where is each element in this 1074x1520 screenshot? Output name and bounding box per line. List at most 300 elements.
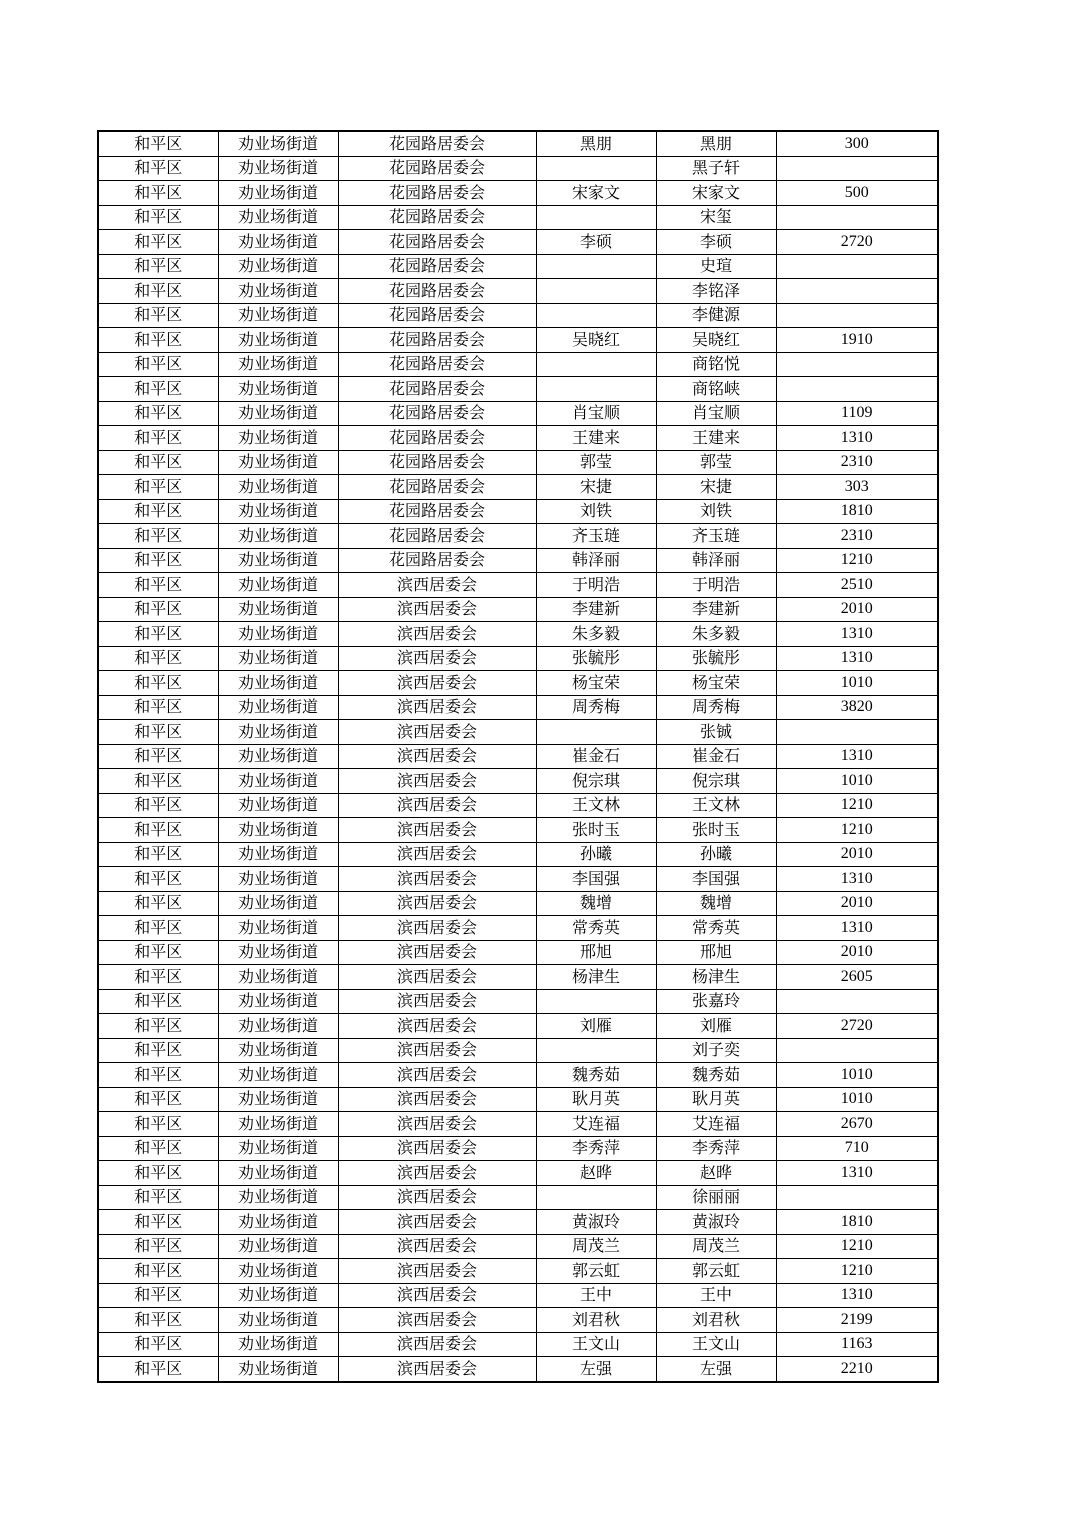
member-cell: 杨宝荣 (656, 671, 776, 696)
street-cell: 劝业场街道 (218, 720, 338, 745)
street-cell: 劝业场街道 (218, 548, 338, 573)
member-cell: 肖宝顺 (656, 401, 776, 426)
member-cell: 周秀梅 (656, 695, 776, 720)
district-cell: 和平区 (98, 1063, 218, 1088)
district-cell: 和平区 (98, 1161, 218, 1186)
amount-cell: 2720 (776, 1014, 938, 1039)
amount-cell: 2310 (776, 524, 938, 549)
applicant-cell: 耿月英 (536, 1087, 656, 1112)
district-cell: 和平区 (98, 156, 218, 181)
table-row (98, 426, 938, 451)
district-cell: 和平区 (98, 328, 218, 353)
street-cell: 劝业场街道 (218, 1185, 338, 1210)
street-cell: 劝业场街道 (218, 867, 338, 892)
amount-cell: 500 (776, 181, 938, 206)
amount-cell (776, 352, 938, 377)
member-cell: 李健源 (656, 303, 776, 328)
member-cell: 张铖 (656, 720, 776, 745)
committee-cell: 滨西居委会 (338, 916, 536, 941)
street-cell: 劝业场街道 (218, 1038, 338, 1063)
committee-cell: 滨西居委会 (338, 1063, 536, 1088)
applicant-cell: 吴晓红 (536, 328, 656, 353)
member-cell: 黑子轩 (656, 156, 776, 181)
applicant-cell: 郭云虹 (536, 1259, 656, 1284)
district-cell: 和平区 (98, 744, 218, 769)
amount-cell: 2670 (776, 1112, 938, 1137)
amount-cell: 1163 (776, 1332, 938, 1357)
applicant-cell: 李国强 (536, 867, 656, 892)
committee-cell: 滨西居委会 (338, 1038, 536, 1063)
table-row (98, 1185, 938, 1210)
district-cell: 和平区 (98, 769, 218, 794)
committee-cell: 滨西居委会 (338, 646, 536, 671)
street-cell: 劝业场街道 (218, 230, 338, 255)
amount-cell: 1210 (776, 818, 938, 843)
street-cell: 劝业场街道 (218, 1063, 338, 1088)
street-cell: 劝业场街道 (218, 156, 338, 181)
committee-cell: 花园路居委会 (338, 303, 536, 328)
amount-cell: 2010 (776, 940, 938, 965)
member-cell: 孙曦 (656, 842, 776, 867)
district-cell: 和平区 (98, 401, 218, 426)
committee-cell: 滨西居委会 (338, 1210, 536, 1235)
applicant-cell (536, 1038, 656, 1063)
committee-cell: 滨西居委会 (338, 1087, 536, 1112)
applicant-cell: 刘铁 (536, 499, 656, 524)
committee-cell: 花园路居委会 (338, 254, 536, 279)
table-row (98, 303, 938, 328)
committee-cell: 滨西居委会 (338, 1161, 536, 1186)
applicant-cell: 杨津生 (536, 965, 656, 990)
member-cell: 郭莹 (656, 450, 776, 475)
applicant-cell: 魏增 (536, 891, 656, 916)
amount-cell: 1210 (776, 793, 938, 818)
district-cell: 和平区 (98, 1185, 218, 1210)
member-cell: 商铭峡 (656, 377, 776, 402)
district-cell: 和平区 (98, 793, 218, 818)
committee-cell: 滨西居委会 (338, 1136, 536, 1161)
amount-cell: 303 (776, 475, 938, 500)
district-cell: 和平区 (98, 524, 218, 549)
committee-cell: 花园路居委会 (338, 352, 536, 377)
member-cell: 刘铁 (656, 499, 776, 524)
district-cell: 和平区 (98, 646, 218, 671)
member-cell: 宋捷 (656, 475, 776, 500)
street-cell: 劝业场街道 (218, 1014, 338, 1039)
street-cell: 劝业场街道 (218, 597, 338, 622)
district-cell: 和平区 (98, 1308, 218, 1333)
amount-cell: 1310 (776, 1283, 938, 1308)
committee-cell: 滨西居委会 (338, 1112, 536, 1137)
district-cell: 和平区 (98, 1210, 218, 1235)
table-row (98, 671, 938, 696)
amount-cell (776, 205, 938, 230)
amount-cell: 1310 (776, 867, 938, 892)
applicant-cell: 左强 (536, 1357, 656, 1382)
street-cell: 劝业场街道 (218, 622, 338, 647)
street-cell: 劝业场街道 (218, 989, 338, 1014)
committee-cell: 滨西居委会 (338, 818, 536, 843)
member-cell: 吴晓红 (656, 328, 776, 353)
applicant-cell: 韩泽丽 (536, 548, 656, 573)
member-cell: 商铭悦 (656, 352, 776, 377)
table-row (98, 1014, 938, 1039)
amount-cell: 3820 (776, 695, 938, 720)
street-cell: 劝业场街道 (218, 328, 338, 353)
street-cell: 劝业场街道 (218, 1234, 338, 1259)
applicant-cell: 王文林 (536, 793, 656, 818)
amount-cell: 1310 (776, 426, 938, 451)
amount-cell (776, 377, 938, 402)
member-cell: 张毓彤 (656, 646, 776, 671)
member-cell: 左强 (656, 1357, 776, 1382)
member-cell: 王文林 (656, 793, 776, 818)
amount-cell (776, 720, 938, 745)
member-cell: 周茂兰 (656, 1234, 776, 1259)
applicant-cell (536, 1185, 656, 1210)
member-cell: 郭云虹 (656, 1259, 776, 1284)
applicant-cell (536, 279, 656, 304)
committee-cell: 花园路居委会 (338, 328, 536, 353)
member-cell: 魏增 (656, 891, 776, 916)
table-row (98, 1283, 938, 1308)
table-row (98, 1038, 938, 1063)
street-cell: 劝业场街道 (218, 842, 338, 867)
amount-cell: 2210 (776, 1357, 938, 1382)
table-row (98, 499, 938, 524)
street-cell: 劝业场街道 (218, 769, 338, 794)
street-cell: 劝业场街道 (218, 450, 338, 475)
committee-cell: 滨西居委会 (338, 867, 536, 892)
amount-cell (776, 279, 938, 304)
table-row (98, 769, 938, 794)
committee-cell: 滨西居委会 (338, 793, 536, 818)
member-cell: 黄淑玲 (656, 1210, 776, 1235)
table-row (98, 254, 938, 279)
district-cell: 和平区 (98, 1038, 218, 1063)
amount-cell: 1010 (776, 769, 938, 794)
applicant-cell: 李秀萍 (536, 1136, 656, 1161)
amount-cell: 2510 (776, 573, 938, 598)
district-cell: 和平区 (98, 450, 218, 475)
table-row (98, 1112, 938, 1137)
member-cell: 刘君秋 (656, 1308, 776, 1333)
district-cell: 和平区 (98, 720, 218, 745)
table-row (98, 818, 938, 843)
district-cell: 和平区 (98, 891, 218, 916)
applicant-cell: 倪宗琪 (536, 769, 656, 794)
member-cell: 艾连福 (656, 1112, 776, 1137)
district-cell: 和平区 (98, 1283, 218, 1308)
applicant-cell: 王中 (536, 1283, 656, 1308)
applicant-cell: 孙曦 (536, 842, 656, 867)
member-cell: 魏秀茹 (656, 1063, 776, 1088)
committee-cell: 花园路居委会 (338, 230, 536, 255)
district-cell: 和平区 (98, 475, 218, 500)
committee-cell: 花园路居委会 (338, 279, 536, 304)
street-cell: 劝业场街道 (218, 1210, 338, 1235)
committee-cell: 滨西居委会 (338, 1332, 536, 1357)
district-cell: 和平区 (98, 205, 218, 230)
amount-cell: 1010 (776, 671, 938, 696)
applicant-cell (536, 377, 656, 402)
amount-cell: 1109 (776, 401, 938, 426)
table-row (98, 548, 938, 573)
table-row (98, 401, 938, 426)
member-cell: 李建新 (656, 597, 776, 622)
table-row (98, 475, 938, 500)
applicant-cell: 宋捷 (536, 475, 656, 500)
table-row (98, 1210, 938, 1235)
applicant-cell: 于明浩 (536, 573, 656, 598)
committee-cell: 花园路居委会 (338, 499, 536, 524)
data-table (97, 130, 939, 1383)
street-cell: 劝业场街道 (218, 1136, 338, 1161)
committee-cell: 滨西居委会 (338, 695, 536, 720)
amount-cell: 1910 (776, 328, 938, 353)
committee-cell: 花园路居委会 (338, 548, 536, 573)
district-cell: 和平区 (98, 230, 218, 255)
amount-cell: 2310 (776, 450, 938, 475)
committee-cell: 花园路居委会 (338, 450, 536, 475)
amount-cell: 1310 (776, 744, 938, 769)
table-row (98, 965, 938, 990)
applicant-cell: 周秀梅 (536, 695, 656, 720)
committee-cell: 花园路居委会 (338, 131, 536, 156)
member-cell: 王中 (656, 1283, 776, 1308)
table-row (98, 1259, 938, 1284)
committee-cell: 滨西居委会 (338, 965, 536, 990)
district-cell: 和平区 (98, 377, 218, 402)
street-cell: 劝业场街道 (218, 573, 338, 598)
amount-cell (776, 254, 938, 279)
table-row (98, 328, 938, 353)
member-cell: 于明浩 (656, 573, 776, 598)
table-row (98, 720, 938, 745)
table-row (98, 524, 938, 549)
amount-cell: 1210 (776, 1259, 938, 1284)
committee-cell: 滨西居委会 (338, 989, 536, 1014)
committee-cell: 滨西居委会 (338, 597, 536, 622)
table-row (98, 1161, 938, 1186)
street-cell: 劝业场街道 (218, 965, 338, 990)
amount-cell (776, 989, 938, 1014)
amount-cell (776, 303, 938, 328)
amount-cell: 1310 (776, 622, 938, 647)
table-row (98, 1234, 938, 1259)
committee-cell: 滨西居委会 (338, 769, 536, 794)
street-cell: 劝业场街道 (218, 377, 338, 402)
member-cell: 邢旭 (656, 940, 776, 965)
table-row (98, 1357, 938, 1382)
district-cell: 和平区 (98, 916, 218, 941)
district-cell: 和平区 (98, 131, 218, 156)
committee-cell: 滨西居委会 (338, 1283, 536, 1308)
table-row (98, 230, 938, 255)
table-row (98, 891, 938, 916)
district-cell: 和平区 (98, 1014, 218, 1039)
street-cell: 劝业场街道 (218, 1332, 338, 1357)
amount-cell (776, 1185, 938, 1210)
amount-cell: 1310 (776, 916, 938, 941)
district-cell: 和平区 (98, 940, 218, 965)
table-body (98, 131, 938, 1382)
member-cell: 张时玉 (656, 818, 776, 843)
amount-cell: 2605 (776, 965, 938, 990)
committee-cell: 滨西居委会 (338, 573, 536, 598)
district-cell: 和平区 (98, 1112, 218, 1137)
member-cell: 王建来 (656, 426, 776, 451)
table-row (98, 646, 938, 671)
applicant-cell: 张时玉 (536, 818, 656, 843)
district-cell: 和平区 (98, 622, 218, 647)
table-row (98, 131, 938, 156)
street-cell: 劝业场街道 (218, 475, 338, 500)
applicant-cell: 刘君秋 (536, 1308, 656, 1333)
table-row (98, 377, 938, 402)
applicant-cell: 朱多毅 (536, 622, 656, 647)
district-cell: 和平区 (98, 573, 218, 598)
street-cell: 劝业场街道 (218, 695, 338, 720)
district-cell: 和平区 (98, 597, 218, 622)
applicant-cell (536, 303, 656, 328)
table-row (98, 279, 938, 304)
district-cell: 和平区 (98, 989, 218, 1014)
committee-cell: 花园路居委会 (338, 475, 536, 500)
member-cell: 齐玉琏 (656, 524, 776, 549)
street-cell: 劝业场街道 (218, 891, 338, 916)
district-cell: 和平区 (98, 1259, 218, 1284)
member-cell: 黑朋 (656, 131, 776, 156)
committee-cell: 滨西居委会 (338, 1308, 536, 1333)
street-cell: 劝业场街道 (218, 1259, 338, 1284)
applicant-cell: 赵晔 (536, 1161, 656, 1186)
district-cell: 和平区 (98, 1332, 218, 1357)
amount-cell: 1010 (776, 1063, 938, 1088)
member-cell: 徐丽丽 (656, 1185, 776, 1210)
table-row (98, 940, 938, 965)
member-cell: 韩泽丽 (656, 548, 776, 573)
member-cell: 赵晔 (656, 1161, 776, 1186)
applicant-cell: 肖宝顺 (536, 401, 656, 426)
member-cell: 史瑄 (656, 254, 776, 279)
street-cell: 劝业场街道 (218, 401, 338, 426)
table-row (98, 1087, 938, 1112)
applicant-cell: 齐玉琏 (536, 524, 656, 549)
street-cell: 劝业场街道 (218, 940, 338, 965)
street-cell: 劝业场街道 (218, 131, 338, 156)
applicant-cell (536, 720, 656, 745)
street-cell: 劝业场街道 (218, 303, 338, 328)
member-cell: 刘子奕 (656, 1038, 776, 1063)
district-cell: 和平区 (98, 279, 218, 304)
applicant-cell: 艾连福 (536, 1112, 656, 1137)
table-row (98, 205, 938, 230)
table-row (98, 1063, 938, 1088)
member-cell: 李硕 (656, 230, 776, 255)
applicant-cell: 李硕 (536, 230, 656, 255)
table-row (98, 181, 938, 206)
street-cell: 劝业场街道 (218, 818, 338, 843)
street-cell: 劝业场街道 (218, 181, 338, 206)
member-cell: 宋家文 (656, 181, 776, 206)
table-row (98, 573, 938, 598)
district-cell: 和平区 (98, 499, 218, 524)
street-cell: 劝业场街道 (218, 793, 338, 818)
street-cell: 劝业场街道 (218, 744, 338, 769)
street-cell: 劝业场街道 (218, 205, 338, 230)
applicant-cell: 邢旭 (536, 940, 656, 965)
amount-cell: 1310 (776, 1161, 938, 1186)
member-cell: 倪宗琪 (656, 769, 776, 794)
committee-cell: 花园路居委会 (338, 401, 536, 426)
table-row (98, 867, 938, 892)
amount-cell: 1210 (776, 548, 938, 573)
district-cell: 和平区 (98, 1234, 218, 1259)
district-cell: 和平区 (98, 842, 218, 867)
street-cell: 劝业场街道 (218, 1161, 338, 1186)
table-row (98, 744, 938, 769)
applicant-cell (536, 205, 656, 230)
table-row (98, 1136, 938, 1161)
district-cell: 和平区 (98, 303, 218, 328)
amount-cell: 1810 (776, 1210, 938, 1235)
street-cell: 劝业场街道 (218, 671, 338, 696)
member-cell: 耿月英 (656, 1087, 776, 1112)
member-cell: 朱多毅 (656, 622, 776, 647)
committee-cell: 花园路居委会 (338, 156, 536, 181)
district-cell: 和平区 (98, 426, 218, 451)
table-row (98, 450, 938, 475)
member-cell: 李铭泽 (656, 279, 776, 304)
table-row (98, 1332, 938, 1357)
street-cell: 劝业场街道 (218, 426, 338, 451)
member-cell: 刘雁 (656, 1014, 776, 1039)
committee-cell: 花园路居委会 (338, 181, 536, 206)
amount-cell: 2010 (776, 597, 938, 622)
street-cell: 劝业场街道 (218, 1308, 338, 1333)
street-cell: 劝业场街道 (218, 646, 338, 671)
applicant-cell: 常秀英 (536, 916, 656, 941)
amount-cell (776, 156, 938, 181)
table-row (98, 842, 938, 867)
table-row (98, 622, 938, 647)
district-cell: 和平区 (98, 1136, 218, 1161)
district-cell: 和平区 (98, 818, 218, 843)
district-cell: 和平区 (98, 867, 218, 892)
table-row (98, 156, 938, 181)
member-cell: 李秀萍 (656, 1136, 776, 1161)
amount-cell: 1010 (776, 1087, 938, 1112)
committee-cell: 滨西居委会 (338, 1014, 536, 1039)
applicant-cell: 王文山 (536, 1332, 656, 1357)
member-cell: 张嘉玲 (656, 989, 776, 1014)
member-cell: 宋玺 (656, 205, 776, 230)
amount-cell: 1310 (776, 646, 938, 671)
district-cell: 和平区 (98, 181, 218, 206)
applicant-cell: 周茂兰 (536, 1234, 656, 1259)
applicant-cell: 刘雁 (536, 1014, 656, 1039)
table-row (98, 352, 938, 377)
table-row (98, 597, 938, 622)
committee-cell: 滨西居委会 (338, 1259, 536, 1284)
applicant-cell: 崔金石 (536, 744, 656, 769)
committee-cell: 滨西居委会 (338, 1357, 536, 1382)
committee-cell: 花园路居委会 (338, 205, 536, 230)
committee-cell: 滨西居委会 (338, 744, 536, 769)
amount-cell: 2010 (776, 891, 938, 916)
amount-cell: 2720 (776, 230, 938, 255)
